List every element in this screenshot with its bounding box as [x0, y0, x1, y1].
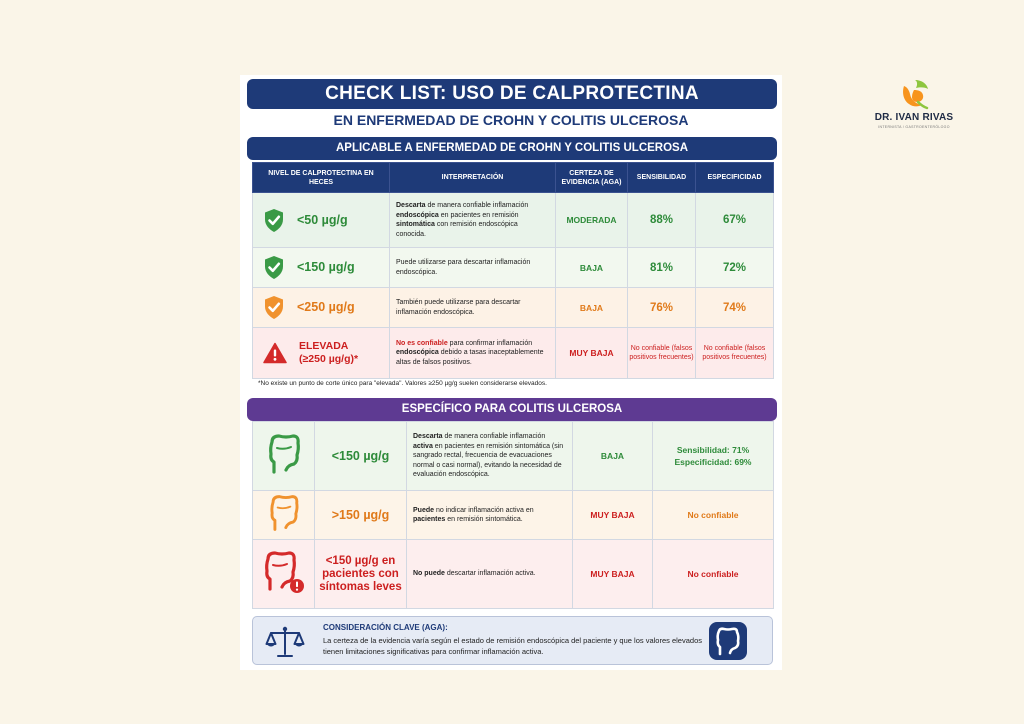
- section1-banner: APLICABLE A ENFERMEDAD DE CROHN Y COLITIS ULCEROSA: [247, 137, 777, 160]
- specificity-value: 72%: [696, 248, 774, 288]
- certainty-value: MUY BAJA: [556, 328, 628, 379]
- logo-tagline: INTERNISTA / GASTROENTERÓLOGO: [878, 125, 950, 129]
- warning-triangle-icon: [263, 342, 287, 364]
- interpretation-cell: No puede descartar inflamación activa.: [407, 540, 573, 609]
- colon-orange-icon: [266, 493, 302, 533]
- sensitivity-value: 88%: [628, 193, 696, 248]
- interpretation-cell: Puede utilizarse para descartar inflamación endoscópica.: [390, 248, 556, 288]
- colon-icon: [708, 621, 748, 661]
- checklist-document: [240, 75, 782, 670]
- shield-check-green-icon: [263, 208, 285, 233]
- table-row: [253, 193, 774, 248]
- header-specificity: ESPECIFICIDAD: [696, 163, 774, 193]
- footnote: *No existe un punto de corte único para "elevada". Valores ≥250 µg/g suelen considerarse elevados.: [258, 380, 547, 387]
- key-consideration-box: [252, 616, 773, 665]
- page-title: CHECK LIST: USO DE CALPROTECTINA: [247, 79, 777, 109]
- key-text: La certeza de la evidencia varía según el estado de remisión endoscópica del paciente y que los valores elevados tienen limitaciones significativas para confirmar inflamación activa.: [323, 636, 702, 656]
- header-interpretation: INTERPRETACIÓN: [390, 163, 556, 193]
- calprotectin-general-table: [252, 162, 774, 379]
- specificity-value: 74%: [696, 288, 774, 328]
- level-value-sub: (≥250 µg/g)*: [299, 353, 359, 365]
- result-value: No confiable: [653, 491, 774, 540]
- certainty-value: MUY BAJA: [573, 540, 653, 609]
- sensitivity-value: No confiable (falsos positivos frecuentes): [628, 328, 696, 379]
- interpretation-cell: No es confiable para confirmar inflamación endoscópica debido a tasas inaceptablemente altas de falsos positivos.: [390, 328, 556, 379]
- certainty-value: BAJA: [556, 248, 628, 288]
- interpretation-cell: Puede no indicar inflamación activa en pacientes en remisión sintomática.: [407, 491, 573, 540]
- header-certainty: CERTEZA DE EVIDENCIA (AGA): [556, 163, 628, 193]
- header-sensitivity: SENSIBILIDAD: [628, 163, 696, 193]
- table-row: [253, 248, 774, 288]
- sensitivity-value: Sensibilidad: 71%: [676, 445, 750, 455]
- table-row: [253, 288, 774, 328]
- table-row: [253, 422, 774, 491]
- sensitivity-value: 76%: [628, 288, 696, 328]
- shield-check-green-icon: [263, 255, 285, 280]
- certainty-value: BAJA: [556, 288, 628, 328]
- certainty-value: BAJA: [573, 422, 653, 491]
- certainty-value: MODERADA: [556, 193, 628, 248]
- page-subtitle: EN ENFERMEDAD DE CROHN Y COLITIS ULCEROSA: [333, 112, 689, 128]
- sensitivity-value: 81%: [628, 248, 696, 288]
- certainty-value: MUY BAJA: [573, 491, 653, 540]
- level-value: >150 µg/g: [315, 491, 407, 540]
- specificity-value: 67%: [696, 193, 774, 248]
- section2-banner: ESPECÍFICO PARA COLITIS ULCEROSA: [247, 398, 777, 421]
- level-value: <150 µg/g: [315, 422, 407, 491]
- table-row: [253, 540, 774, 609]
- interpretation-cell: También puede utilizarse para descartar inflamación endoscópica.: [390, 288, 556, 328]
- specificity-value: No confiable (falsos positivos frecuentes): [696, 328, 774, 379]
- colon-green-icon: [266, 432, 302, 476]
- table-header-row: [253, 163, 774, 193]
- level-value: ELEVADA: [299, 340, 349, 352]
- interpretation-cell: Descarta de manera confiable inflamación endoscópica en pacientes en remisión sintomática con remisión endoscópica conocida.: [390, 193, 556, 248]
- level-value: <250 µg/g: [297, 300, 355, 314]
- header-level: NIVEL DE CALPROTECTINA EN HECES: [253, 163, 390, 193]
- key-title: CONSIDERACIÓN CLAVE (AGA):: [323, 623, 448, 632]
- ulcerative-colitis-table: [252, 421, 774, 609]
- interpretation-cell: Descarta de manera confiable inflamación activa en pacientes en remisión sintomática (sin sangrado rectal, frecuencia de evacuaciones normal o casi normal), evitando la necesidad de evaluación endoscópica.: [407, 422, 573, 491]
- shield-check-orange-icon: [263, 295, 285, 320]
- result-value: No confiable: [653, 540, 774, 609]
- specificity-value: Especificidad: 69%: [674, 457, 752, 467]
- level-value: <150 µg/g: [297, 260, 355, 274]
- logo-mark-icon: [900, 78, 930, 110]
- level-value: <150 µg/g en pacientes con síntomas leves: [315, 540, 407, 609]
- logo-name: DR. IVAN RIVAS: [874, 112, 954, 123]
- level-value: <50 µg/g: [297, 212, 348, 227]
- balance-scale-icon: [265, 625, 305, 659]
- table-row: [253, 491, 774, 540]
- table-row: [253, 328, 774, 379]
- colon-red-alert-icon: [262, 549, 306, 595]
